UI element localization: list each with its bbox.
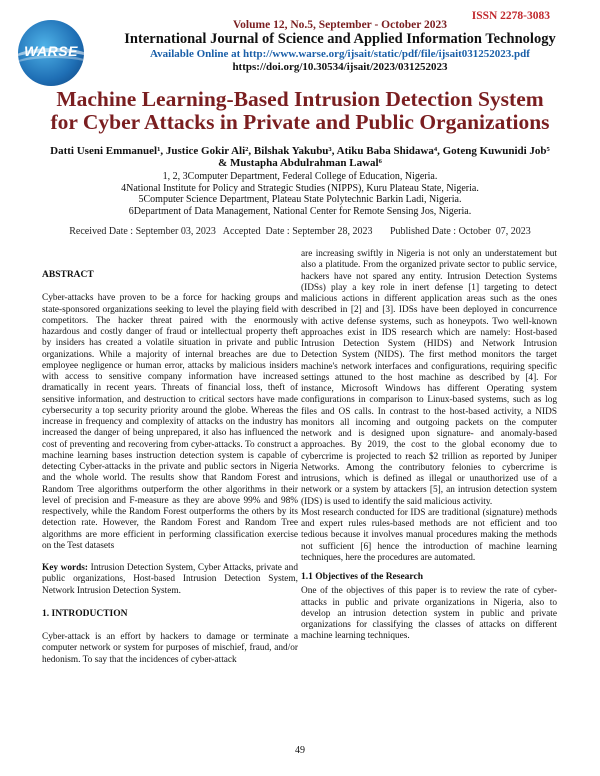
authors-line-2: & Mustapha Abdulrahman Lawal⁶ [218,157,382,169]
keywords [42,563,298,597]
right-column [301,249,557,643]
page-number: 49 [295,745,305,756]
affiliation-line: 6Department of Data Management, National Center for Remote Sensing Jos, Nigeria. [128,205,472,217]
journal-name: International Journal of Science and Applied Information Technology [124,31,556,47]
available-online-link[interactable]: Available Online at http://www.warse.org/ijsait/static/pdf/file/ijsait031252023.pdf [150,48,530,60]
title-line-1: Machine Learning-Based Intrusion Detection System [56,87,544,111]
affiliations [20,171,580,217]
abstract-text: Cyber-attacks have proven to be a force for hacking groups and state-sponsored organizations seeking to level the playing field with competitors. The hacker threat paired with the enormously hazardous and costly danger of fraud or intellectual property theft by insiders has created a volatile situation in private and public organizations. While a majority of internal breaches are due to employee negligence or human error, attacks by malicious insiders with access to sensitive company information have increased dramatically in recent years. Threats of financial loss, theft of sensitive information, and destruction to critical sectors have made cybersecurity a top security priority around the globe. Whereas the increase in frequency and complexity of attacks on the industry has increased the danger of being unprepared, it also has influenced the cost of preventing and recovering from cyber-attacks. To construct a machine learning bases instruction detection system is capable of detecting Cyber-attacks in the private and public sectors in Nigeria and the whole world. The results show that Random Forest and Random Tree algorithms outperform the other algorithms in their level of precision and F-measure as they are above 99% and 98% respectively, while the Random Forest outperforms the others by its detection rate. However, the Random Forest and Random Tree algorithms are more efficient in performing classification exercise on the Test datasets [42,293,298,551]
affiliation-line: 4National Institute for Policy and Strategic Studies (NIPPS), Kuru Plateau State, Nigeria. [121,182,479,194]
objectives-text: One of the objectives of this paper is to review the rate of cyber-attacks in public and private organizations in Nigeria, also to develop an intrusion detection system in public and private organizations for classifying the classes of attacks on different machine learning techniques. [301,586,557,642]
introduction-heading: 1. INTRODUCTION [42,608,128,619]
left-column [42,270,298,666]
affiliation-line: 5Computer Science Department, Plateau State Polytechnic Barkin Ladi, Nigeria. [138,194,462,205]
keywords-label: Key words: [42,563,89,573]
paper-title [20,88,580,134]
warse-logo [18,20,84,86]
volume-line: Volume 12, No.5, September - October 2023 [232,19,448,31]
title-line-2: for Cyber Attacks in Private and Public Organizations [50,110,550,134]
logo-wave-decoration [18,55,84,84]
intro-paragraph-2: Most research conducted for IDS are traditional (signature) methods and expert rules rules-based methods are not efficient and too tedious because it involves manual procedures making the methods not sufficient [6] hence the introduction of machine learning techniques, here the procedures are automated. [301,507,557,563]
keywords-text: Intrusion Detection System, Cyber Attacks, private and public organizations, Host-based Intrusion Detection System, Network Intrusion Detection System. [42,563,298,596]
publication-dates: Received Date : September 03, 2023 Accepted Date : September 28, 2023 Published Date : October 07, 2023 [69,226,531,237]
objectives-heading: 1.1 Objectives of the Research [301,572,423,582]
introduction-text: Cyber-attack is an effort by hackers to damage or terminate a computer network or system for purposes of mischief, fraud, and/or hedonism. To say that the incidences of cyber-attack [42,632,298,665]
authors-line-1: Datti Useni Emmanuel¹, Justice Gokir Ali², Bilshak Yakubu³, Atiku Baba Shidawa⁴, Goteng Kuwunidi Job⁵ [50,145,550,157]
authors [20,145,580,169]
abstract-heading: ABSTRACT [42,270,94,280]
logo-text: WARSE [24,43,78,59]
intro-paragraph-1: are increasing swiftly in Nigeria is not only an understatement but also a platitude. From the organized private sector to public service, hackers have not spared any entity. Intrusion Detection Systems (IDSs) play a key role in inert defense [1] targeting to detect malicious actions in different application areas such as the ones described in [2] and [3]. IDSs have been deployed in concurrence with active defense systems, such as honeypots. Two well-known approaches exist in IDS research which are namely: Host-based Intrusion Detection System (HIDS) and Network Intrusion Detection System (NIDS). The first method monitors the target machine's network interfaces and configurations, requiring specific settings attuned to the host machine as described by [4]. For instance, Microsoft Windows has different Operating system configurations in comparison to Linux-based systems, such as log files and OS calls. In contrast to the host-based activity, a NIDS monitors all incoming and outgoing packets on the computer network and is designed upon signature- and anomaly-based approaches. By 2019, the cost to the global economy due to cybercrime is projected to reach $2 trillion as reported by Juniper Networks. Among the contributory felonies to cybercrime is intrusions, which is defined as illegal or unauthorized use of a network or a system by attackers [5], an intrusion detection system (IDS) is used to identify the said malicious activity. [301,249,557,507]
affiliation-line: 1, 2, 3Computer Department, Federal College of Education, Nigeria. [162,171,438,182]
doi-link[interactable]: https://doi.org/10.30534/ijsait/2023/031252023 [232,61,448,73]
issn-label: ISSN 2278-3083 [471,10,550,22]
